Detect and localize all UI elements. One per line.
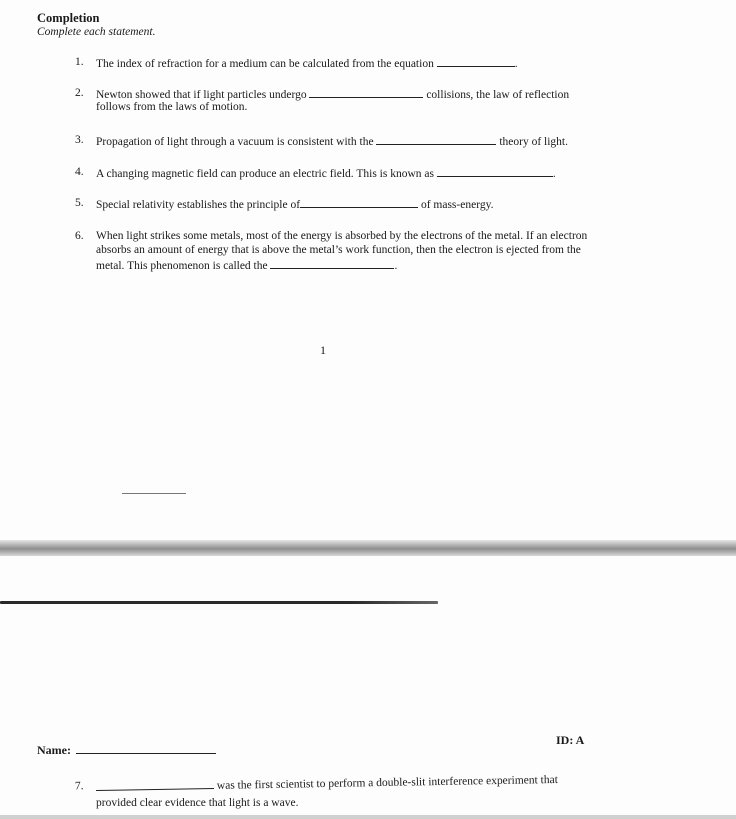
name-field[interactable] xyxy=(76,753,216,754)
answer-blank-1[interactable] xyxy=(437,55,515,67)
question-text-end: theory of light. xyxy=(499,136,568,148)
question-2-continued: follows from the laws of motion. xyxy=(96,101,248,113)
answer-blank-5[interactable] xyxy=(300,196,418,208)
answer-blank-7[interactable] xyxy=(96,777,214,791)
page-separator xyxy=(0,540,736,556)
question-6 xyxy=(75,229,588,243)
question-number: 2. xyxy=(75,87,84,99)
question-6-line-2: absorbs an amount of energy that is above the metal’s work function, then the electron is ejected from the xyxy=(96,244,581,256)
question-7-continued: provided clear evidence that light is a wave. xyxy=(96,797,299,809)
page-top-rule xyxy=(0,601,438,604)
question-text-end: collisions, the law of reflection xyxy=(426,89,570,101)
page-number: 1 xyxy=(320,343,326,357)
question-number: 6. xyxy=(75,230,84,242)
section-title: Completion xyxy=(37,11,100,25)
question-3 xyxy=(75,133,568,149)
question-number: 7. xyxy=(74,780,84,793)
name-label: Name: xyxy=(37,743,71,757)
section-instructions: Complete each statement. xyxy=(37,26,156,38)
question-text-end: . xyxy=(394,260,398,272)
question-4 xyxy=(75,165,556,181)
question-1 xyxy=(75,55,518,71)
answer-blank-2[interactable] xyxy=(309,86,423,98)
question-number: 1. xyxy=(75,56,84,68)
question-text: The index of refraction for a medium can be calculated from the equation xyxy=(96,58,434,70)
question-number: 3. xyxy=(75,134,84,146)
stray-rule xyxy=(122,493,186,494)
answer-blank-6[interactable] xyxy=(270,257,394,269)
question-5 xyxy=(75,196,494,212)
question-text: Propagation of light through a vacuum is consistent with the xyxy=(96,136,374,148)
id-label: ID: A xyxy=(556,733,585,747)
question-text-end: . xyxy=(514,58,518,70)
question-text: was the first scientist to perform a double-slit interference experiment that xyxy=(216,773,558,792)
answer-blank-3[interactable] xyxy=(376,133,496,145)
question-text: A changing magnetic field can produce an electric field. This is known as xyxy=(96,168,434,180)
question-text: Special relativity establishes the principle of xyxy=(96,199,301,211)
question-number: 5. xyxy=(75,197,84,209)
question-text-end: of mass-energy. xyxy=(420,199,494,211)
question-text: metal. This phenomenon is called the xyxy=(96,260,268,272)
question-6-line-3 xyxy=(96,257,397,273)
question-text: Newton showed that if light particles undergo xyxy=(96,89,307,101)
page-bottom-edge xyxy=(0,815,736,819)
question-number: 4. xyxy=(75,166,84,178)
answer-blank-4[interactable] xyxy=(437,165,553,177)
question-text-line-1: When light strikes some metals, most of the energy is absorbed by the electrons of the metal. If an electron xyxy=(96,230,588,242)
question-text-end: . xyxy=(552,168,556,180)
